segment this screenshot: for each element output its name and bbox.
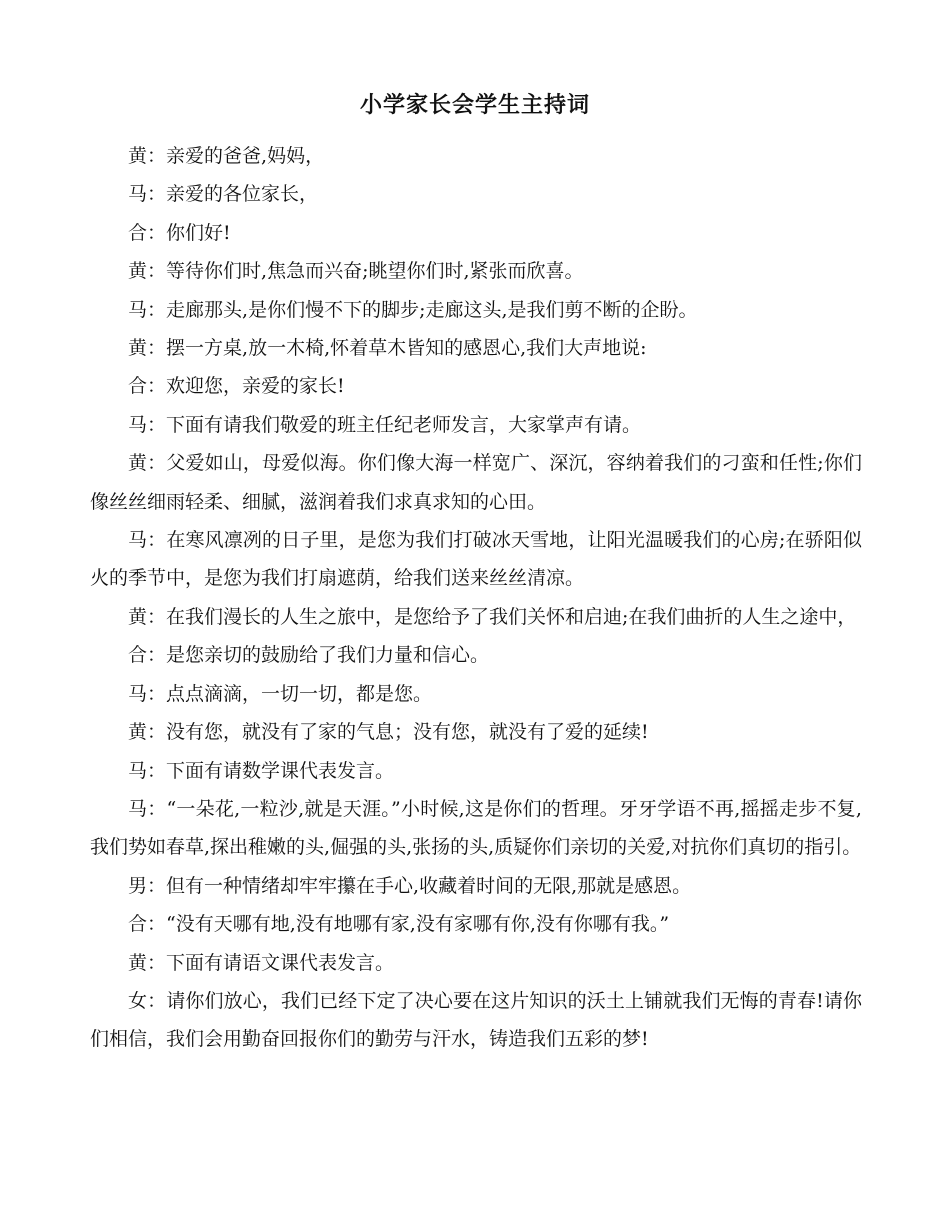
dialogue-paragraph [90,406,862,444]
speaker-label: 马 [128,298,148,321]
paragraph-text: 亲爱的爸爸,妈妈， [166,145,325,167]
dialogue-paragraph [90,214,862,252]
paragraph-text: 走廊那头,是你们慢不下的脚步;走廊这头,是我们剪不断的企盼。 [166,298,698,321]
speaker-label: 黄 [128,260,148,283]
speaker-label: 合 [128,375,148,398]
speaker-label: 黄 [128,605,148,628]
speaker-label: 马 [128,529,148,552]
dialogue-paragraph [90,367,862,405]
speaker-colon: ： [147,605,167,628]
speaker-label: 黄 [128,951,148,974]
dialogue-paragraph [90,137,862,175]
speaker-label: 合 [128,221,148,244]
speaker-label: 男 [128,874,148,897]
speaker-colon: ： [147,145,167,167]
dialogue-paragraph [90,598,862,636]
paragraph-text: 欢迎您，亲爱的家长! [166,375,345,398]
speaker-colon: ： [147,183,167,206]
speaker-label: 女 [128,989,148,1012]
dialogue-paragraph [90,521,862,598]
dialogue-paragraph [90,252,862,290]
paragraph-text: 你们好! [166,221,231,244]
speaker-colon: ： [147,529,167,552]
speaker-colon: ： [147,951,167,974]
paragraph-text: 下面有请我们敬爱的班主任纪老师发言，大家掌声有请。 [166,413,642,436]
speaker-colon: ： [147,759,167,782]
paragraph-text: “没有天哪有地,没有地哪有家,没有家哪有你,没有你哪有我。” [166,913,670,936]
paragraph-text: 没有您，就没有了家的气息；没有您，就没有了爱的延续! [166,721,649,744]
speaker-colon: ： [147,644,167,667]
paragraph-text: 摆一方桌,放一木椅,怀着草木皆知的感恩心,我们大声地说: [166,337,647,360]
dialogue-paragraph [90,713,862,751]
speaker-colon: ： [147,337,167,360]
dialogue-paragraph [90,790,862,867]
speaker-label: 马 [128,759,148,782]
dialogue-paragraph [90,175,862,213]
dialogue-paragraph [90,867,862,905]
dialogue-paragraph [90,944,862,982]
speaker-colon: ： [147,298,167,321]
speaker-label: 黄 [128,721,148,744]
speaker-colon: ： [147,797,167,820]
speaker-label: 马 [128,183,148,206]
paragraph-text: 点点滴滴，一切一切，都是您。 [166,682,433,705]
document-title: 小学家长会学生主持词 [359,92,590,118]
paragraph-text: 亲爱的各位家长， [166,183,319,206]
speaker-colon: ： [147,452,167,475]
paragraph-text: 等待你们时,焦急而兴奋;眺望你们时,紧张而欣喜。 [166,260,584,283]
paragraph-text: “一朵花,一粒沙,就是天涯。”小时候,这是你们的哲理。牙牙学语不再,摇摇走步不复,我们势如春草,探出稚嫩的头,倔强的头,张扬的头,质疑你们亲切的关爱,对抗你们真切的指引。 [90,797,862,859]
speaker-label: 黄 [128,145,148,167]
speaker-label: 马 [128,413,148,436]
dialogue-paragraph [90,291,862,329]
speaker-label: 黄 [128,337,148,360]
speaker-colon: ： [147,260,167,283]
speaker-label: 马 [128,682,148,705]
speaker-label: 合 [128,644,148,667]
dialogue-paragraph [90,982,862,1059]
dialogue-paragraph [90,675,862,713]
speaker-colon: ： [147,221,167,244]
speaker-colon: ： [147,989,167,1012]
speaker-label: 黄 [128,452,148,475]
speaker-colon: ： [147,413,167,436]
paragraph-text: 请你们放心，我们已经下定了决心要在这片知识的沃土上铺就我们无悔的青春!请你们相信，我们会用勤奋回报你们的勤劳与汗水，铸造我们五彩的梦! [90,989,862,1051]
paragraph-text: 在我们漫长的人生之旅中，是您给予了我们关怀和启迪;在我们曲折的人生之途中， [166,605,857,628]
speaker-colon: ： [147,375,167,398]
speaker-colon: ： [147,721,167,744]
paragraph-text: 是您亲切的鼓励给了我们力量和信心。 [166,644,490,667]
paragraph-text: 在寒风凛冽的日子里，是您为我们打破冰天雪地，让阳光温暖我们的心房;在骄阳似火的季节中，是您为我们打扇遮荫，给我们送来丝丝清凉。 [90,529,862,590]
speaker-colon: ： [147,682,167,705]
paragraph-text: 下面有请数学课代表发言。 [166,759,395,782]
speaker-label: 合 [128,913,148,936]
document-body [90,137,862,1059]
paragraph-text: 下面有请语文课代表发言。 [166,951,395,974]
paragraph-text: 但有一种情绪却牢牢攥在手心,收藏着时间的无限,那就是感恩。 [166,874,692,897]
speaker-colon: ： [147,913,167,936]
dialogue-paragraph [90,905,862,943]
speaker-label: 马 [128,797,148,820]
dialogue-paragraph [90,752,862,790]
speaker-colon: ： [147,874,167,897]
paragraph-text: 父爱如山，母爱似海。你们像大海一样宽广、深沉，容纳着我们的刁蛮和任性;你们像丝丝细雨轻柔、细腻，滋润着我们求真求知的心田。 [90,452,862,513]
dialogue-paragraph [90,636,862,674]
dialogue-paragraph [90,329,862,367]
dialogue-paragraph [90,444,862,521]
